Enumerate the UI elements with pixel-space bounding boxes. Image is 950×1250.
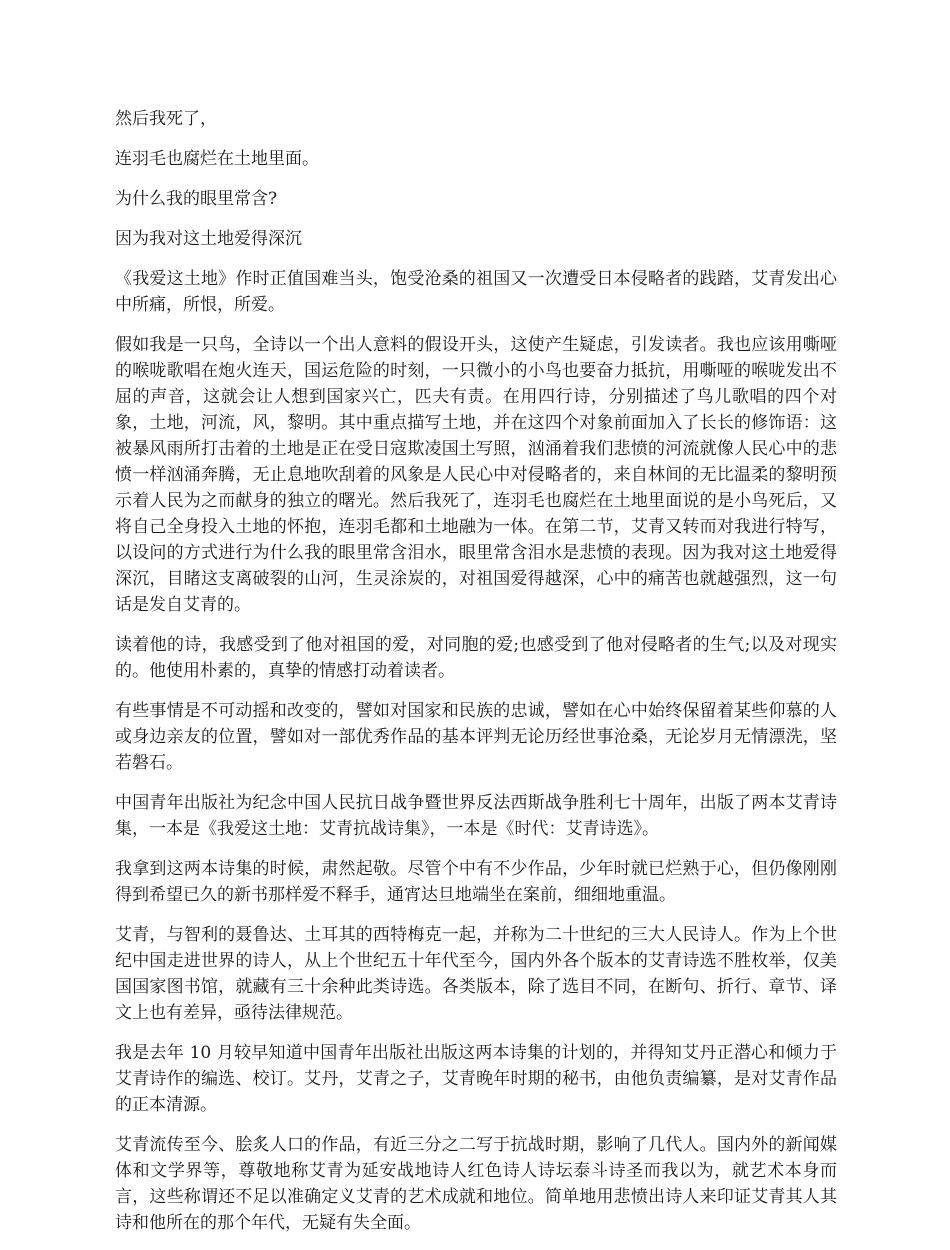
paragraph: 假如我是一只鸟，全诗以一个出人意料的假设开头，这使产生疑虑，引发读者。我也应该用嘶哑的喉咙歌唱在炮火连天，国运危险的时刻，一只微小的小鸟也要奋力抵抗，用嘶哑的喉咙发出不屈的声音，这就会让人想到国家兴亡，匹夫有责。在用四行诗，分别描述了鸟儿歌唱的四个对象，土地，河流，风，黎明。其中重点描写土地，并在这四个对象前面加入了长长的修饰语：这被暴风雨所打击着的土地是正在受日寇欺凌国土写照，汹涌着我们悲愤的河流就像人民心中的悲愤一样汹涌奔腾，无止息地吹刮着的风象是人民心中对侵略者的，来自林间的无比温柔的黎明预示着人民为之而献身的独立的曙光。然后我死了，连羽毛也腐烂在土地里面说的是小鸟死后，又将自己全身投入土地的怀抱，连羽毛都和土地融为一体。在第二节，艾青又转而对我进行特写，以设问的方式进行为什么我的眼里常含泪水，眼里常含泪水是悲愤的表现。因为我对这土地爱得深沉，目睹这支离破裂的山河，生灵涂炭的，对祖国爱得越深，心中的痛苦也就越强烈，这一句话是发自艾青的。 bbox=[115, 335, 837, 615]
paragraph: 我拿到这两本诗集的时候，肃然起敬。尽管个中有不少作品，少年时就已烂熟于心，但仍像刚刚得到希望已久的新书那样爱不释手，通宵达旦地端坐在案前，细细地重温。 bbox=[115, 859, 837, 905]
paragraph: 艾青流传至今、脍炙人口的作品，有近三分之二写于抗战时期，影响了几代人。国内外的新闻媒体和文学界等，尊敬地称艾青为延安战地诗人红色诗人诗坛泰斗诗圣而我以为，就艺术本身而言，这些称谓还不足以准确定义艾青的艺术成就和地位。简单地用悲愤出诗人来印证艾青其人其诗和他所在的那个年代，无疑有失全面。 bbox=[115, 1135, 837, 1233]
paragraph: 中国青年出版社为纪念中国人民抗日战争暨世界反法西斯战争胜利七十周年，出版了两本艾青诗集，一本是《我爱这土地：艾青抗战诗集》，一本是《时代：艾青诗选》。 bbox=[115, 793, 837, 839]
paragraph: 读着他的诗，我感受到了他对祖国的爱，对同胞的爱;也感受到了他对侵略者的生气;以及对现实的。他使用朴素的，真挚的情感打动着读者。 bbox=[115, 635, 837, 681]
paragraph: 《我爱这土地》作时正值国难当头，饱受沧桑的祖国又一次遭受日本侵略者的践踏，艾青发出心中所痛，所恨，所爱。 bbox=[115, 269, 837, 315]
poem-line-4: 因为我对这土地爱得深沉 bbox=[115, 229, 302, 249]
paragraph: 艾青，与智利的聂鲁达、土耳其的西特梅克一起，并称为二十世纪的三大人民诗人。作为上个世纪中国走进世界的诗人，从上个世纪五十年代至今，国内外各个版本的艾青诗选不胜枚举，仅美国国家图书馆，就藏有三十余种此类诗选。各类版本，除了选目不同，在断句、折行、章节、译文上也有差异，亟待法律规范。 bbox=[115, 925, 837, 1023]
paragraph: 我是去年 10 月较早知道中国青年出版社出版这两本诗集的计划的，并得知艾丹正潜心和倾力于艾青诗作的编选、校订。艾丹，艾青之子，艾青晚年时期的秘书，由他负责编纂，是对艾青作品的正本清源。 bbox=[115, 1043, 837, 1115]
poem-line-3: 为什么我的眼里常含? bbox=[115, 189, 278, 209]
poem-line-1: 然后我死了， bbox=[115, 109, 217, 129]
paragraph: 有些事情是不可动摇和改变的，譬如对国家和民族的忠诚，譬如在心中始终保留着某些仰慕的人或身边亲友的位置，譬如对一部优秀作品的基本评判无论历经世事沧桑，无论岁月无情漂洗，坚若磐石。 bbox=[115, 701, 837, 773]
poem-line-2: 连羽毛也腐烂在土地里面。 bbox=[115, 149, 319, 169]
document-body bbox=[115, 106, 837, 1250]
